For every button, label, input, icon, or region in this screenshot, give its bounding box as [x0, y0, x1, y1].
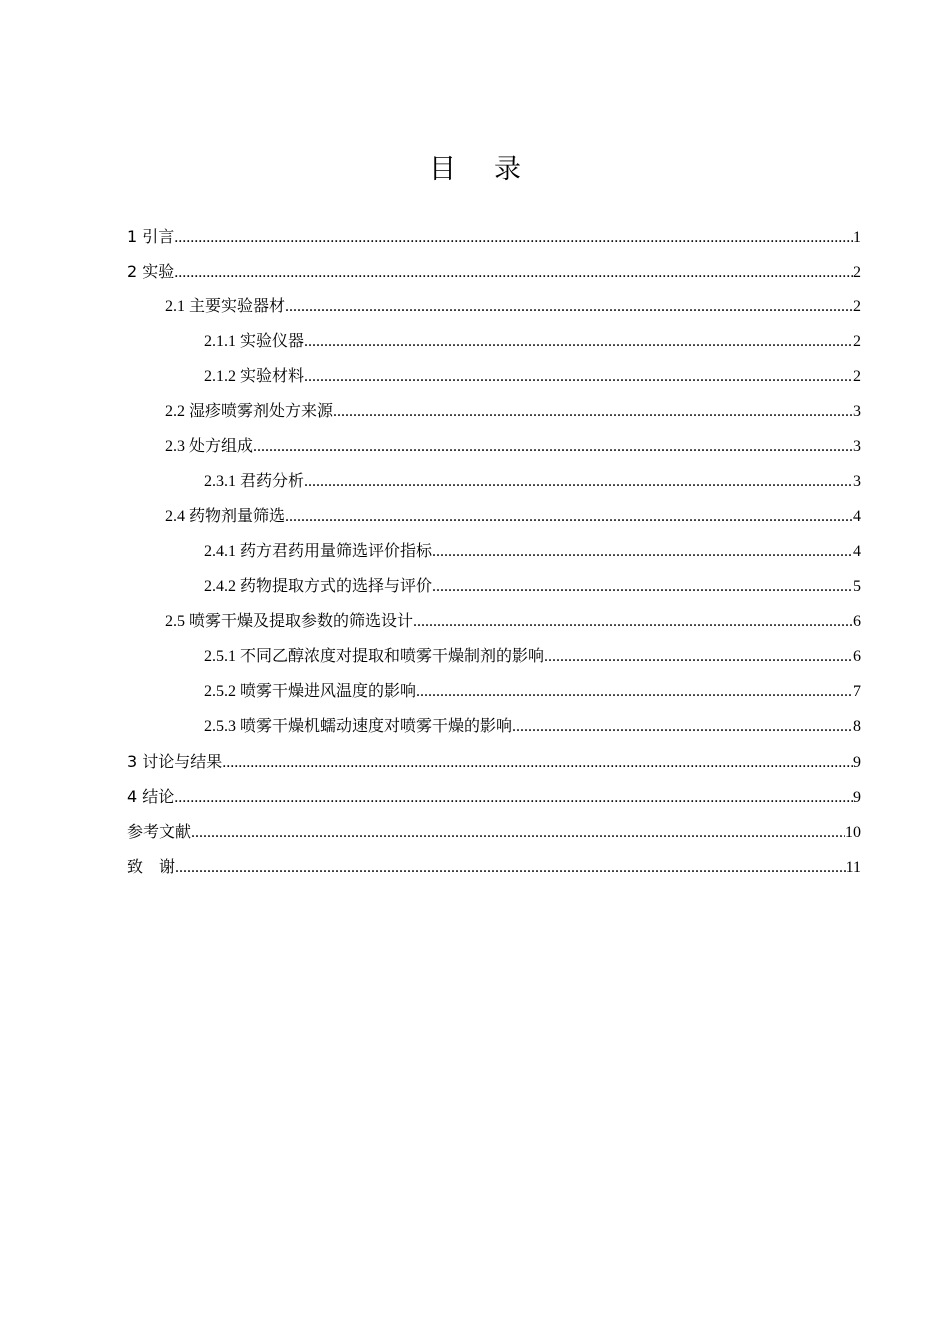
toc-entry[interactable] — [127, 849, 861, 884]
dot-leader — [432, 569, 853, 604]
toc-entry[interactable] — [127, 464, 861, 499]
toc-page-number: 10 — [845, 824, 861, 841]
toc-entry-text: 2.4.2 药物提取方式的选择与评价 — [204, 578, 433, 595]
toc-entry-text: 4 结论 — [127, 787, 175, 806]
toc-page-number: 8 — [853, 718, 861, 735]
toc-page-number: 4 — [853, 508, 861, 525]
toc-entry-text: 致 谢 — [127, 857, 176, 876]
dot-leader — [304, 324, 853, 359]
toc-entry[interactable] — [127, 779, 861, 814]
toc-page-number: 1 — [853, 229, 861, 246]
toc-entry-text: 2.3.1 君药分析 — [204, 473, 305, 490]
toc-entry[interactable] — [127, 534, 861, 569]
toc-entry-text: 2.5.1 不同乙醇浓度对提取和喷雾干燥制剂的影响 — [204, 648, 545, 665]
toc-page-number: 2 — [853, 333, 861, 350]
toc-entry-text: 2.5.2 喷雾干燥进风温度的影响 — [204, 683, 417, 700]
toc-page-number: 11 — [845, 859, 861, 876]
toc-entry[interactable] — [127, 709, 861, 744]
toc-entry-text: 2.1.1 实验仪器 — [204, 333, 305, 350]
toc-entry-text: 2.5.3 喷雾干燥机蠕动速度对喷雾干燥的影响 — [204, 718, 513, 735]
toc-entry[interactable] — [127, 394, 861, 429]
toc-entry[interactable] — [127, 254, 861, 289]
dot-leader — [285, 289, 853, 324]
toc-entry[interactable] — [127, 324, 861, 359]
dot-leader — [175, 850, 846, 885]
dot-leader — [416, 674, 853, 709]
toc-page-number: 3 — [853, 403, 861, 420]
toc-title: 目录 — [429, 154, 559, 185]
toc-entry[interactable] — [127, 639, 861, 674]
toc-entry-text: 2 实验 — [127, 262, 175, 281]
toc-page-number: 2 — [853, 298, 861, 315]
toc-entry-text: 2.1.2 实验材料 — [204, 368, 305, 385]
dot-leader — [304, 464, 853, 499]
toc-list — [127, 219, 861, 884]
dot-leader — [432, 534, 853, 569]
toc-entry-text: 3 讨论与结果 — [127, 752, 223, 771]
toc-page-number: 7 — [853, 683, 861, 700]
toc-page-number: 6 — [853, 648, 861, 665]
toc-entry[interactable] — [127, 429, 861, 464]
dot-leader — [285, 499, 853, 534]
dot-leader — [174, 255, 853, 290]
toc-entry[interactable] — [127, 289, 861, 324]
toc-entry[interactable] — [127, 674, 861, 709]
toc-entry[interactable] — [127, 359, 861, 394]
toc-entry-text: 2.1 主要实验器材 — [165, 298, 286, 315]
dot-leader — [333, 394, 853, 429]
toc-page-number: 2 — [853, 368, 861, 385]
toc-entry[interactable] — [127, 744, 861, 779]
toc-entry-text: 2.4 药物剂量筛选 — [165, 508, 286, 525]
toc-page-number: 9 — [853, 789, 861, 806]
toc-entry-text: 2.5 喷雾干燥及提取参数的筛选设计 — [165, 613, 414, 630]
toc-page-number: 6 — [853, 613, 861, 630]
toc-entry[interactable] — [127, 219, 861, 254]
toc-entry-text: 2.3 处方组成 — [165, 438, 254, 455]
toc-page-number: 3 — [853, 438, 861, 455]
toc-page-number: 4 — [853, 543, 861, 560]
toc-entry-text: 1 引言 — [127, 227, 175, 246]
toc-entry-text: 参考文献 — [127, 822, 192, 841]
toc-entry[interactable] — [127, 604, 861, 639]
toc-entry[interactable] — [127, 569, 861, 604]
dot-leader — [544, 639, 853, 674]
dot-leader — [174, 220, 853, 255]
toc-entry-text: 2.2 湿疹喷雾剂处方来源 — [165, 403, 334, 420]
toc-entry-text: 2.4.1 药方君药用量筛选评价指标 — [204, 543, 433, 560]
toc-page-number: 2 — [853, 264, 861, 281]
toc-entry[interactable] — [127, 499, 861, 534]
toc-page-number: 3 — [853, 473, 861, 490]
dot-leader — [191, 815, 845, 850]
dot-leader — [413, 604, 853, 639]
dot-leader — [174, 780, 853, 815]
dot-leader — [222, 745, 853, 780]
dot-leader — [304, 359, 853, 394]
dot-leader — [253, 429, 853, 464]
toc-page-number: 5 — [853, 578, 861, 595]
toc-entry[interactable] — [127, 814, 861, 849]
dot-leader — [512, 709, 853, 744]
toc-page-number: 9 — [853, 754, 861, 771]
